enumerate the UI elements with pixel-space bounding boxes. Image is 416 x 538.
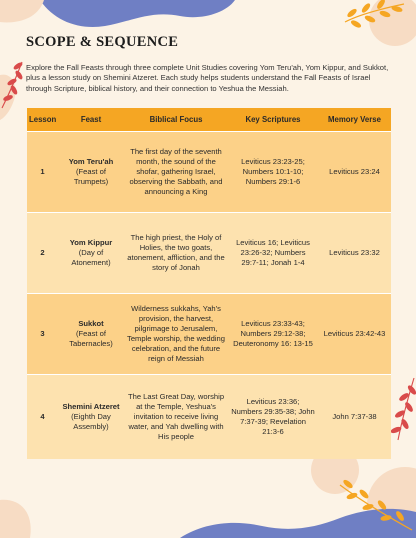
key-scriptures-cell: Leviticus 16; Leviticus 23:26-32; Numbers 29:7-11; Jonah 1-4 [228,213,318,294]
biblical-focus-cell: The high priest, the Holy of Holies, the two goats, atonement, affliction, and the story of Jonah [124,213,228,294]
feast-cell [58,294,124,375]
memory-verse-cell: Leviticus 23:24 [318,132,391,213]
column-header-biblical-focus: Biblical Focus [124,108,228,132]
feast-name: Sukkot [78,319,104,328]
scope-sequence-table [27,108,391,459]
memory-verse-cell: Leviticus 23:32 [318,213,391,294]
biblical-focus-cell: Wilderness sukkahs, Yah's provision, the harvest, pilgrimage to Jerusalem, Temple worship, the wedding celebration, and the future reign of Messiah [124,294,228,375]
table-row [27,294,391,375]
table-header-row [27,108,391,132]
top-left-peach-blob [0,0,44,22]
table-row [27,132,391,213]
column-header-lesson: Lesson [27,108,58,132]
column-header-memory-verse: Memory Verse [318,108,391,132]
feast-subtitle: (Feast of Tabernacles) [69,329,113,348]
memory-verse-cell: Leviticus 23:42-43 [318,294,391,375]
lesson-number: 1 [27,132,58,213]
top-blue-blob [40,0,235,27]
intro-paragraph: Explore the Fall Feasts through three complete Unit Studies covering Yom Teru'ah, Yom Kippur, and Sukkot, plus a lesson study on Shemini Atzeret. Each study helps students understand the Fall Feasts of Israel through Scripture, biblical history, and their connection to Yeshua the Messiah. [26,63,389,93]
page-title: SCOPE & SEQUENCE [26,34,179,50]
feast-cell [58,375,124,459]
lesson-number: 4 [27,375,58,459]
table-row [27,375,391,459]
feast-subtitle: (Day of Atonement) [71,248,111,267]
memory-verse-cell: John 7:37-38 [318,375,391,459]
column-header-key-scriptures: Key Scriptures [228,108,318,132]
lesson-number: 2 [27,213,58,294]
biblical-focus-cell: The first day of the seventh month, the sound of the shofar, gathering Israel, observing the Sabbath, and announcing a King [124,132,228,213]
bottom-left-peach-blob [0,500,31,538]
column-header-feast: Feast [58,108,124,132]
bottom-blue-blob [180,509,416,538]
key-scriptures-cell: Leviticus 23:36; Numbers 29:35-38; John 7:37-39; Revelation 21:3-6 [228,375,318,459]
feast-subtitle: (Eighth Day Assembly) [71,411,111,431]
feast-subtitle: (Feast of Trumpets) [73,167,109,186]
feast-cell [58,132,124,213]
key-scriptures-cell: Leviticus 23:23-25; Numbers 10:1-10; Numbers 29:1-6 [228,132,318,213]
biblical-focus-cell: The Last Great Day, worship at the Temple, Yeshua's invitation to receive living water, and Yah dwelling with His people [124,375,228,459]
table-row [27,213,391,294]
feast-name: Shemini Atzeret [62,401,120,411]
feast-name: Yom Kippur [69,238,113,247]
feast-name: Yom Teru'ah [68,157,114,166]
key-scriptures-cell: Leviticus 23:33-43; Numbers 29:12-38; Deuteronomy 16: 13-15 [228,294,318,375]
right-red-leaf-sprig-icon [391,378,416,440]
feast-cell [58,213,124,294]
lesson-number: 3 [27,294,58,375]
